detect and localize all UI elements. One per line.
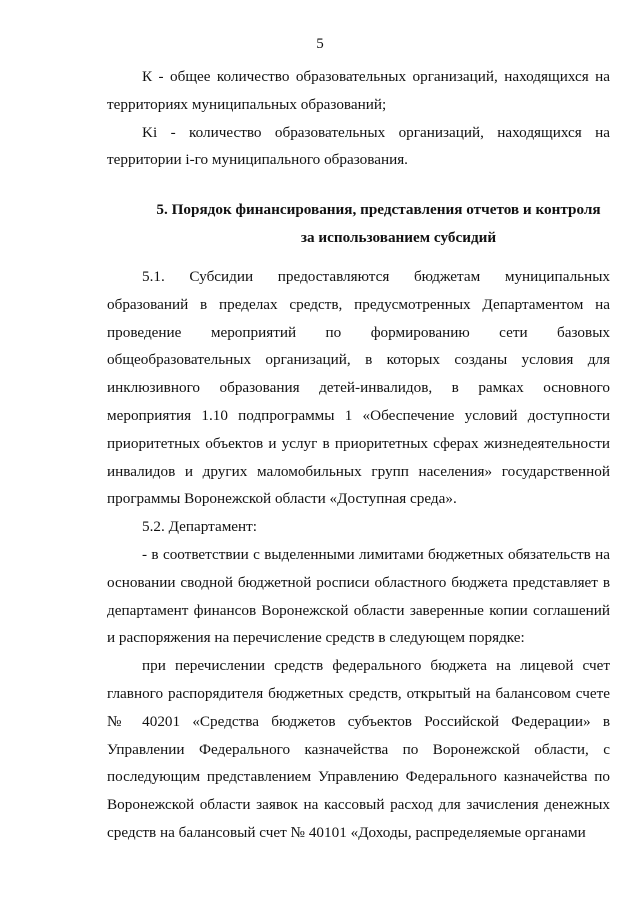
section-heading [107, 196, 610, 252]
section-heading-line2: за использованием субсидий [300, 229, 497, 246]
paragraph-5-1: 5.1. Субсидии предоставляются бюджетам муниципальных образований в пределах средств, предусмотренных Департаментом на проведение мероприятий по формированию сети базовых общеобразовательных организаций, в которых созданы условия для инклюзивного образования детей-инвалидов, в рамках основного мероприятия 1.10 подпрограммы 1 «Обеспечение условий доступности приоритетных объектов и услуг в приоритетных сферах жизнедеятельности инвалидов и других маломобильных групп населения» государственной программы Воронежской области «Доступная среда». [107, 268, 610, 508]
paragraph-k-definition: К - общее количество образовательных организаций, находящихся на территориях муниципальных образований; [107, 68, 610, 113]
paragraph-ki-definition: Ki - количество образовательных организаций, находящихся на территории i-го муниципального образования. [107, 123, 610, 169]
paragraph-federal-transfer: при перечислении средств федерального бюджета на лицевой счет главного распорядителя бюджетных средств, открытый на балансовом счете № 40201 «Средства бюджетов субъектов Российской Федерации» в Управлении Федерального казначейства по Воронежской области, с последующим представлением Управлению Федерального казначейства по Воронежской области заявок на кассовый расход для зачисления денежных средств на балансовый счет № 40101 «Доходы, распределяемые органами [107, 657, 610, 841]
section-heading-line1: 5. Порядок финансирования, представления отчетов и контроля [156, 201, 601, 218]
section-body [107, 263, 610, 847]
paragraph-5-2: 5.2. Департамент: [142, 518, 258, 536]
paragraph-limits: - в соответствии с выделенными лимитами бюджетных обязательств на основании сводной бюджетной росписи областного бюджета представляет в департамент финансов Воронежской области заверенные копии соглашений и распоряжения на перечисление средств в следующем порядке: [107, 545, 610, 647]
page-number: 5 [316, 36, 324, 52]
definitions-block [107, 63, 610, 174]
